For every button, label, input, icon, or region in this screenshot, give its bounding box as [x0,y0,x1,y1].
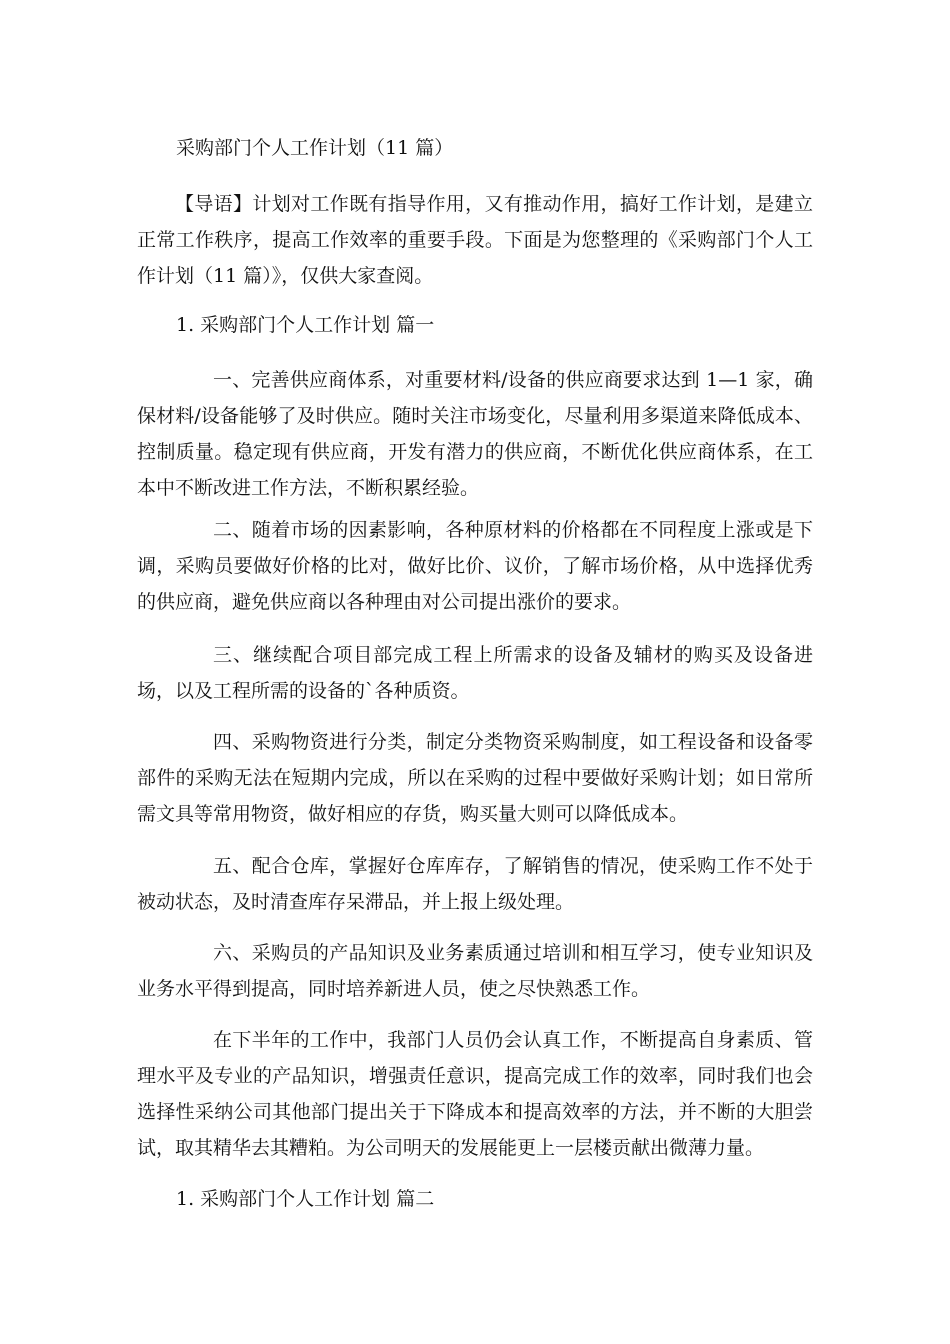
section-heading-2: 1. 采购部门个人工作计划 篇二 [176,1188,435,1210]
paragraph-7: 在下半年的工作中，我部门人员仍会认真工作，不断提高自身素质、管理水平及专业的产品知识，增强责任意识，提高完成工作的效率，同时我们也会选择性采纳公司其他部门提出关于下降成本和提高效率的方法，并不断的大胆尝试，取其精华去其糟粕。为公司明天的发展能更上一层楼贡献出微薄力量。 [137,1029,813,1159]
paragraph-4: 四、采购物资进行分类，制定分类物资采购制度，如工程设备和设备零部件的采购无法在短期内完成，所以在采购的过程中要做好采购计划；如日常所需文具等常用物资，做好相应的存货，购买量大则可以降低成本。 [137,731,813,825]
paragraph-2: 二、随着市场的因素影响，各种原材料的价格都在不同程度上涨或是下调，采购员要做好价格的比对，做好比价、议价，了解市场价格，从中选择优秀的供应商，避免供应商以各种理由对公司提出涨价的要求。 [137,519,813,613]
paragraph-5: 五、配合仓库，掌握好仓库库存，了解销售的情况，使采购工作不处于被动状态，及时清查库存呆滞品，并上报上级处理。 [137,855,813,913]
section-heading-1: 1. 采购部门个人工作计划 篇一 [176,314,435,336]
paragraph-1: 一、完善供应商体系，对重要材料/设备的供应商要求达到 1—1 家，确保材料/设备能够了及时供应。随时关注市场变化，尽量利用多渠道来降低成本、控制质量。稳定现有供应商，开发有潜力的供应商，不断优化供应商体系，在工本中不断改进工作方法，不断积累经验。 [137,369,813,499]
paragraph-6: 六、采购员的产品知识及业务素质通过培训和相互学习，使专业知识及业务水平得到提高，同时培养新进人员，使之尽快熟悉工作。 [137,942,813,1000]
paragraph-3: 三、继续配合项目部完成工程上所需求的设备及辅材的购买及设备进场，以及工程所需的设备的`各种质资。 [137,644,813,702]
document-title: 采购部门个人工作计划（11 篇） [176,137,454,159]
intro-paragraph: 【导语】计划对工作既有指导作用，又有推动作用，搞好工作计划，是建立正常工作秩序，提高工作效率的重要手段。下面是为您整理的《采购部门个人工作计划（11 篇）》，仅供大家查阅。 [137,193,813,287]
